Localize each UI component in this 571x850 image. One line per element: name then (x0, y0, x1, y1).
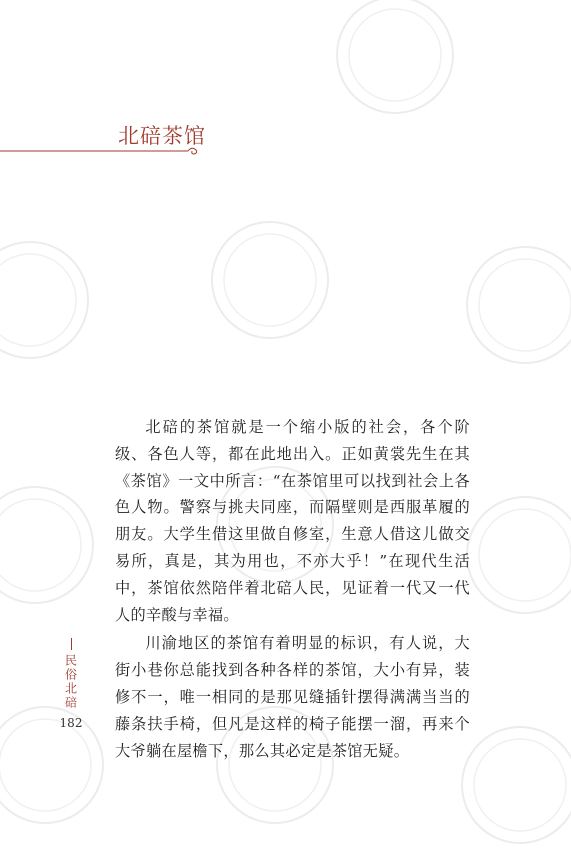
paragraph: 北碚的茶馆就是一个缩小版的社会，各个阶级、各色人等，都在此地出入。正如黄裳先生在其《茶馆》一文中所言：“在茶馆里可以找到社会上各色人物。警察与挑夫同座，而隔壁则是西服革履的朋友。大学生借这里做自修室，生意人借这儿做交易所，真是，其为用也，不亦大乎！”在现代生活中，茶馆依然陪伴着北碚人民，见证着一代又一代人的辛酸与幸福。 (115, 418, 470, 624)
watermark-stamp (330, 0, 460, 120)
watermark-stamp (0, 235, 95, 365)
footer-rule (71, 638, 72, 650)
book-title: 民俗北碚 (63, 654, 78, 710)
chapter-title: 北碚茶馆 (118, 124, 206, 148)
body-text (115, 414, 470, 764)
title-ornament-rule (0, 145, 200, 157)
watermark-stamp (460, 490, 571, 620)
watermark-stamp (460, 240, 571, 370)
watermark-stamp (455, 720, 571, 850)
paragraph: 川渝地区的茶馆有着明显的标识，有人说，大街小巷你总能找到各种各样的茶馆，大小有异，装修不一，唯一相同的是那见缝插针摆得满满当当的藤条扶手椅，但凡是这样的椅子能摆一溜，再来个大爷躺在屋檐下，那么其必定是茶馆无疑。 (115, 634, 470, 760)
watermark-stamp (0, 480, 100, 610)
watermark-stamp (205, 215, 335, 345)
running-footer (60, 638, 82, 730)
page-number: 182 (59, 716, 83, 730)
watermark-stamp (0, 700, 110, 830)
